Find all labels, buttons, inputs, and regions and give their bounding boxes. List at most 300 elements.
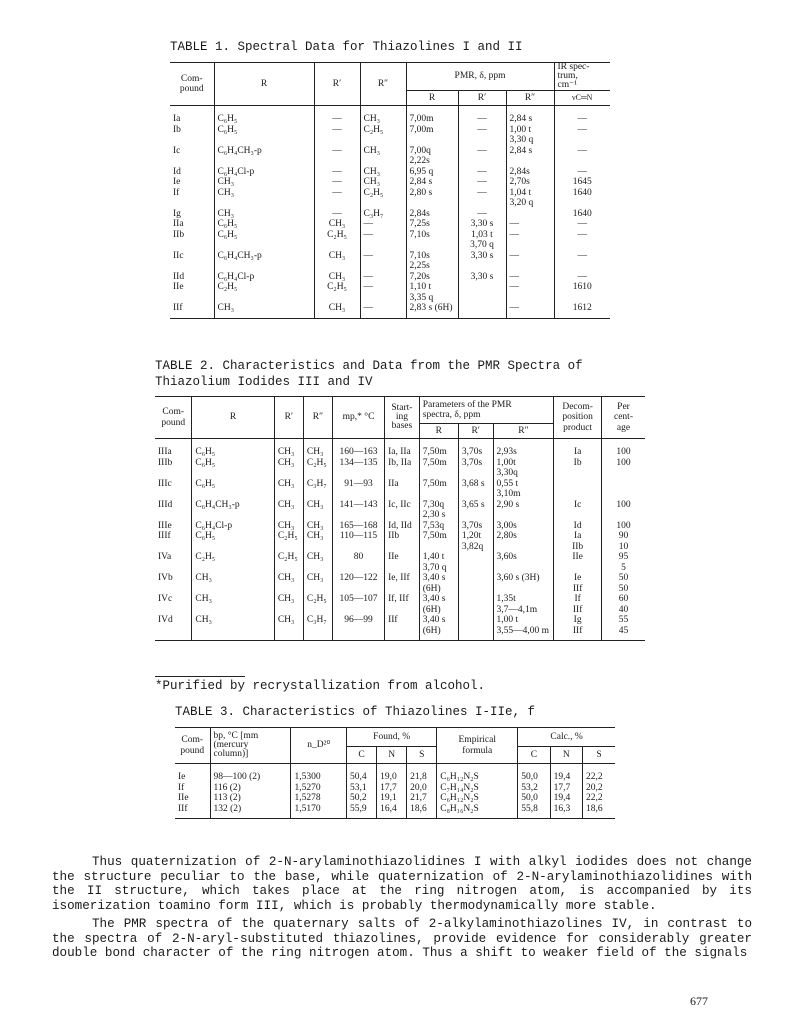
table1-subheader-r1: R′ bbox=[458, 91, 506, 106]
table-cell: IVd bbox=[155, 615, 192, 641]
table-cell: If bbox=[170, 188, 214, 209]
table2-footnote-text: *Purified by recrystallization from alcohol. bbox=[155, 679, 486, 693]
table-row bbox=[155, 458, 645, 479]
table-cell: 2,84s bbox=[406, 209, 458, 220]
table-cell: CH₃ bbox=[360, 167, 406, 178]
table-cell: 91—93 bbox=[333, 479, 385, 500]
table-cell: CH₃ bbox=[274, 500, 303, 521]
table-cell: IIIe bbox=[155, 521, 192, 532]
table-row bbox=[155, 594, 645, 615]
table-row bbox=[170, 272, 610, 283]
table-cell: 53,2 bbox=[518, 783, 550, 794]
table-cell: CH₃ bbox=[314, 251, 360, 272]
table-cell: Ic bbox=[554, 500, 602, 521]
body-paragraph-2: The PMR spectra of the quaternary salts of 2-alkylaminothiazolines IV, in contrast to the spectra of 2-N-aryl-substituted thiazolines, provide evidence for considerably greater double bond character of the ring nitrogen atom. Thus a shift to weaker field of the signals bbox=[52, 917, 752, 960]
table-cell: 50,0 bbox=[518, 764, 550, 783]
table-cell: CH₃ bbox=[303, 552, 332, 573]
table-cell: 2,80 s bbox=[406, 188, 458, 209]
table-row bbox=[155, 500, 645, 521]
table-cell: 3,70s bbox=[458, 458, 493, 479]
table-cell: CH₃ bbox=[214, 177, 314, 188]
table-row bbox=[170, 188, 610, 209]
table-cell: IId bbox=[170, 272, 214, 283]
table-cell: C₂H₅ bbox=[214, 282, 314, 303]
table1-subheader-ir: νC═N bbox=[554, 91, 610, 106]
table-cell: IIf bbox=[175, 804, 210, 819]
table-cell: IIIf bbox=[155, 531, 192, 552]
table2-header-r2: R″ bbox=[303, 397, 332, 439]
table-cell: 7,10s bbox=[406, 230, 458, 251]
table-cell: 60 40 bbox=[618, 594, 629, 615]
table-cell: 7,50m bbox=[419, 531, 458, 552]
table-row bbox=[170, 125, 610, 146]
table-cell: IIe bbox=[554, 552, 602, 573]
table-cell: 96—99 bbox=[333, 615, 385, 641]
table-cell: 160—163 bbox=[333, 439, 385, 458]
table-cell: 50 50 bbox=[618, 573, 629, 594]
table-cell: CH₃ bbox=[303, 439, 332, 458]
table-cell: IIIb bbox=[155, 458, 192, 479]
table-cell: 1,10 t 3,35 q bbox=[406, 282, 458, 303]
table-cell: 7,50m bbox=[419, 439, 458, 458]
table2-header-starting: Start- ing bases bbox=[385, 397, 420, 439]
table1-header-r1: R′ bbox=[314, 63, 360, 106]
table-cell: — bbox=[577, 250, 587, 261]
table-cell: CH₃ bbox=[360, 106, 406, 125]
table-cell: 7,20s bbox=[406, 272, 458, 283]
table-cell: 3,68 s bbox=[458, 479, 493, 500]
table-cell: 120—122 bbox=[333, 573, 385, 594]
table-cell: 7,00m bbox=[406, 125, 458, 146]
table-cell: CH₃ bbox=[303, 531, 332, 552]
table-cell: C₆H₄Cl-p bbox=[192, 521, 274, 532]
table-cell: 100 bbox=[616, 520, 631, 531]
table1-header-r2: R″ bbox=[360, 63, 406, 106]
table-cell: IIe bbox=[175, 793, 210, 804]
table-row bbox=[170, 219, 610, 230]
table-cell bbox=[458, 594, 493, 615]
table-cell: C₆H₅ bbox=[214, 219, 314, 230]
table-cell: 132 (2) bbox=[210, 804, 291, 819]
table-cell: — bbox=[360, 272, 406, 283]
table-row bbox=[155, 615, 645, 641]
table-cell: 18,6 bbox=[407, 804, 437, 819]
table-cell: — bbox=[314, 188, 360, 209]
table1 bbox=[170, 62, 610, 319]
table-cell: — bbox=[577, 229, 587, 240]
table-cell: 100 bbox=[616, 457, 631, 468]
table-cell: Ig bbox=[170, 209, 214, 220]
table-cell: 2,83 s (6H) bbox=[406, 303, 458, 318]
table-cell: — bbox=[458, 125, 506, 146]
table-cell: — bbox=[577, 145, 587, 156]
table-cell: C₆H₅ bbox=[192, 458, 274, 479]
table1-subheader-r: R bbox=[406, 91, 458, 106]
table-cell: C₇H₁₄N₂S bbox=[437, 783, 518, 794]
table-row bbox=[170, 282, 610, 303]
table-cell: 3,30 s bbox=[458, 251, 506, 272]
table-cell: 16,4 bbox=[377, 804, 407, 819]
table-cell: — bbox=[360, 282, 406, 303]
table-cell bbox=[458, 615, 493, 641]
table-cell: — bbox=[577, 271, 587, 282]
table-cell: 116 (2) bbox=[210, 783, 291, 794]
table-cell: — bbox=[577, 124, 587, 135]
table3-found-n: N bbox=[377, 747, 407, 764]
table3-header-compound: Com- pound bbox=[175, 728, 210, 764]
table-cell: 3,30 s bbox=[458, 272, 506, 283]
table-cell bbox=[458, 552, 493, 573]
table-cell: C₂H₅ bbox=[360, 125, 406, 146]
table-cell: C₂H₅ bbox=[303, 594, 332, 615]
table-cell: 19,1 bbox=[377, 793, 407, 804]
table-cell: IVb bbox=[155, 573, 192, 594]
table-cell: Ic bbox=[170, 146, 214, 167]
table-row bbox=[155, 439, 645, 458]
table-cell: 1610 bbox=[572, 282, 592, 292]
table-cell: 3,40 s (6H) bbox=[419, 573, 458, 594]
table-cell bbox=[506, 209, 554, 220]
table-cell: 55 45 bbox=[602, 615, 646, 641]
table-cell: 7,50m bbox=[419, 458, 458, 479]
table-cell: 1,5300 bbox=[291, 764, 347, 783]
table-cell: CH₃ bbox=[274, 458, 303, 479]
table-cell: — bbox=[506, 282, 554, 303]
table-cell: — bbox=[314, 125, 360, 146]
table-cell: 18,6 bbox=[583, 804, 615, 819]
table-cell: CH₃ bbox=[274, 521, 303, 532]
table-row bbox=[155, 552, 645, 573]
table-cell: CH₃ bbox=[214, 209, 314, 220]
table-row bbox=[175, 793, 615, 804]
table-cell: — bbox=[506, 219, 554, 230]
table3-caption: TABLE 3. Characteristics of Thiazolines I-IIe, f bbox=[175, 705, 536, 719]
table2-header-decomp: Decom- position product bbox=[554, 397, 602, 439]
table-cell: — bbox=[360, 219, 406, 230]
table-cell: 50,0 bbox=[518, 793, 550, 804]
table-cell: CH₃ bbox=[274, 479, 303, 500]
table3-found-c: C bbox=[347, 747, 377, 764]
table-cell: 2,90 s bbox=[493, 500, 554, 521]
table-cell: 90 10 bbox=[618, 531, 629, 552]
table-cell: 20,0 bbox=[407, 783, 437, 794]
table-cell: Ia bbox=[554, 439, 602, 458]
table-cell: 113 (2) bbox=[210, 793, 291, 804]
table-cell: 7,10s 2,25s bbox=[406, 251, 458, 272]
table-cell: — bbox=[360, 230, 406, 251]
table-cell: — bbox=[314, 106, 360, 125]
table-cell bbox=[458, 573, 493, 594]
table-cell: CH₃ bbox=[314, 219, 360, 230]
table-cell: 80 bbox=[333, 552, 385, 573]
table-cell: 22,2 bbox=[586, 772, 603, 782]
table-cell: C₂H₅ bbox=[314, 230, 360, 251]
table-cell: CH₃ bbox=[192, 594, 274, 615]
table-cell: Ib bbox=[170, 125, 214, 146]
table-cell: 19,0 bbox=[377, 764, 407, 783]
table-cell: — bbox=[458, 177, 506, 188]
table-cell: — bbox=[360, 251, 406, 272]
table-cell: C₆H₁₂N₂S bbox=[437, 793, 518, 804]
table-cell: C₆H₅ bbox=[214, 125, 314, 146]
table-cell: Ia IIb bbox=[554, 531, 602, 552]
table1-header-pmr: PMR, δ, ppm bbox=[406, 63, 554, 91]
table1-header-compound: Com- pound bbox=[170, 63, 214, 106]
table-cell: 1,00t 3,30q bbox=[493, 458, 554, 479]
table-cell: 2,84 s bbox=[506, 106, 554, 125]
table3-calc-c: C bbox=[518, 747, 550, 764]
body-text bbox=[52, 855, 752, 965]
table-cell: CH₃ bbox=[303, 500, 332, 521]
table-row bbox=[175, 764, 615, 783]
table-row bbox=[155, 479, 645, 500]
table3-calc-n: N bbox=[550, 747, 582, 764]
table-cell: 2,84 s bbox=[406, 177, 458, 188]
table-cell: — bbox=[458, 209, 506, 220]
table3 bbox=[175, 727, 615, 819]
table-cell: 3,60 s (3H) bbox=[493, 573, 554, 594]
table-cell: C₃H₇ bbox=[303, 615, 332, 641]
table-cell: 3,30 s bbox=[458, 219, 506, 230]
table-cell: — bbox=[314, 177, 360, 188]
table-cell: IIf bbox=[385, 615, 420, 641]
table-row bbox=[155, 531, 645, 552]
table-cell: C₆H₄CH₃-p bbox=[214, 251, 314, 272]
table-cell: Ib, IIa bbox=[385, 458, 420, 479]
table-cell: 50,2 bbox=[347, 793, 377, 804]
table-cell: 3,65 s bbox=[458, 500, 493, 521]
table-row bbox=[170, 106, 610, 125]
table-cell: 98—100 (2) bbox=[210, 764, 291, 783]
table-cell: 1,00 t 3,55—4,00 m bbox=[493, 615, 554, 641]
table-cell: 3,70s bbox=[458, 439, 493, 458]
table-cell: If IIf bbox=[554, 594, 602, 615]
table-cell bbox=[554, 479, 602, 500]
table-cell: CH₃ bbox=[360, 177, 406, 188]
table-cell: 2,84s bbox=[506, 167, 554, 178]
table-cell: C₆H₅ bbox=[192, 479, 274, 500]
table-cell: 2,70s bbox=[506, 177, 554, 188]
table-cell: 19,4 bbox=[550, 793, 582, 804]
table-cell: 1,00 t 3,30 q bbox=[506, 125, 554, 146]
table-row bbox=[170, 146, 610, 167]
table2-subheader-r2: R″ bbox=[493, 424, 554, 439]
table-cell: — bbox=[577, 114, 587, 124]
table-cell: IVc bbox=[155, 594, 192, 615]
table-cell: — bbox=[506, 303, 554, 318]
table-cell: 7,00q 2,22s bbox=[406, 146, 458, 167]
table1-header-r: R bbox=[214, 63, 314, 106]
table-cell: 3,00s bbox=[493, 521, 554, 532]
table-cell: 1,04 t 3,20 q bbox=[506, 188, 554, 209]
table-cell: 100 bbox=[616, 447, 631, 457]
table-cell: 3,40 s (6H) bbox=[419, 615, 458, 641]
table-cell: CH₃ bbox=[274, 439, 303, 458]
table-cell bbox=[602, 479, 646, 500]
table-cell: Ic, IIc bbox=[385, 500, 420, 521]
table-cell: 7,25s bbox=[406, 219, 458, 230]
table-cell: — bbox=[458, 188, 506, 209]
table-cell: CH₃ bbox=[274, 573, 303, 594]
table-cell: — bbox=[458, 146, 506, 167]
table-cell bbox=[458, 282, 506, 303]
table-cell: CH₃ bbox=[303, 573, 332, 594]
table-cell: 3,60s bbox=[493, 552, 554, 573]
table-row bbox=[170, 209, 610, 220]
table2-caption: TABLE 2. Characteristics and Data from the PMR Spectra of Thiazolium Iodides III and IV bbox=[155, 359, 583, 389]
table-cell: C₃H₇ bbox=[303, 479, 332, 500]
table-cell: 3,70s bbox=[458, 521, 493, 532]
table-cell: 3,40 s (6H) bbox=[419, 594, 458, 615]
table-cell: 7,00m bbox=[406, 106, 458, 125]
table-cell: CH₃ bbox=[314, 272, 360, 283]
table2-header-compound: Com- pound bbox=[155, 397, 192, 439]
table-cell: 50,4 bbox=[347, 764, 377, 783]
table-cell: Ie, IIf bbox=[385, 573, 420, 594]
table-cell: 110—115 bbox=[333, 531, 385, 552]
table-cell: If, IIf bbox=[385, 594, 420, 615]
table-cell: 1,20t 3,82q bbox=[458, 531, 493, 552]
table-cell: — bbox=[458, 106, 506, 125]
table-cell: IIb bbox=[385, 531, 420, 552]
table-cell: C₆H₅ bbox=[192, 531, 274, 552]
table-cell: — bbox=[577, 219, 587, 229]
table-cell: 141—143 bbox=[333, 500, 385, 521]
table2-header-pmr: Parameters of the PMR spectra, δ, ppm bbox=[419, 397, 554, 424]
table-cell: IIa bbox=[385, 479, 420, 500]
table-cell: 1,5170 bbox=[291, 804, 347, 819]
table-cell: 17,7 bbox=[550, 783, 582, 794]
table-cell: C₃H₇ bbox=[360, 209, 406, 220]
table-cell: 7,30q 2,30 s bbox=[419, 500, 458, 521]
table-cell: 55,9 bbox=[347, 804, 377, 819]
table-cell: 21,8 bbox=[407, 764, 437, 783]
table-cell: C₂H₅ bbox=[274, 531, 303, 552]
table-cell: Id bbox=[554, 521, 602, 532]
table-cell: Ig IIf bbox=[554, 615, 602, 641]
table2-header-r1: R′ bbox=[274, 397, 303, 439]
table-cell: 19,4 bbox=[550, 764, 582, 783]
table2-subheader-r1: R′ bbox=[458, 424, 493, 439]
table-cell: 20,2 bbox=[586, 782, 603, 793]
table2-footnote bbox=[155, 676, 645, 693]
table1-header-ir: IR spec- trum, cm⁻¹ bbox=[554, 63, 610, 91]
table-row bbox=[170, 251, 610, 272]
table-cell: C₈H₁₆N₂S bbox=[437, 804, 518, 819]
table3-header-calc: Calc., % bbox=[518, 728, 615, 747]
table-cell: 1,03 t 3,70 q bbox=[458, 230, 506, 251]
table-cell: C₆H₁₂N₂S bbox=[437, 764, 518, 783]
table-cell: Id, IId bbox=[385, 521, 420, 532]
table-cell: CH₃ bbox=[274, 594, 303, 615]
table-row bbox=[170, 177, 610, 188]
table-cell: If bbox=[175, 783, 210, 794]
table-cell: C₆H₄Cl-p bbox=[214, 167, 314, 178]
table-cell: 2,84 s bbox=[506, 146, 554, 167]
table-cell: 100 bbox=[616, 499, 631, 510]
table-cell: C₂H₅ bbox=[360, 188, 406, 209]
table-cell: C₂H₅ bbox=[314, 282, 360, 303]
table-cell: 22,2 bbox=[586, 793, 603, 803]
table-cell: C₆H₅ bbox=[214, 230, 314, 251]
table-cell: — bbox=[458, 167, 506, 178]
table-cell: Ie IIf bbox=[554, 573, 602, 594]
table-cell: 1612 bbox=[554, 303, 610, 318]
table-cell: 1640 bbox=[572, 187, 592, 198]
table-cell: C₂H₅ bbox=[192, 552, 274, 573]
table-cell: — bbox=[577, 166, 587, 177]
table-cell: Ie bbox=[175, 764, 210, 783]
table-cell: 6,95 q bbox=[406, 167, 458, 178]
table-row bbox=[170, 230, 610, 251]
table-cell: 105—107 bbox=[333, 594, 385, 615]
table-cell: Ia, IIa bbox=[385, 439, 420, 458]
table-cell bbox=[458, 303, 506, 318]
page-number: 677 bbox=[690, 994, 708, 1008]
table-row bbox=[155, 521, 645, 532]
table-row bbox=[175, 804, 615, 819]
table-cell: C₆H₄CH₃-p bbox=[192, 500, 274, 521]
table-cell: IIId bbox=[155, 500, 192, 521]
table-cell: IIa bbox=[170, 219, 214, 230]
table-cell: C₆H₄Cl-p bbox=[214, 272, 314, 283]
table-cell: IIe bbox=[170, 282, 214, 303]
table-cell: C₆H₅ bbox=[214, 106, 314, 125]
table-cell: 17,7 bbox=[377, 783, 407, 794]
table-cell: — bbox=[314, 167, 360, 178]
table-cell: 7,50m bbox=[419, 479, 458, 500]
table-cell: CH₃ bbox=[192, 615, 274, 641]
table3-found-s: S bbox=[407, 747, 437, 764]
table-cell: 0,55 t 3,10m bbox=[493, 479, 554, 500]
table2-subheader-r: R bbox=[419, 424, 458, 439]
table1-caption: TABLE 1. Spectral Data for Thiazolines I and II bbox=[170, 40, 523, 54]
table-cell: CH₃ bbox=[192, 573, 274, 594]
table-row bbox=[170, 167, 610, 178]
table-cell: CH₃ bbox=[314, 303, 360, 318]
table-cell: C₂H₅ bbox=[303, 458, 332, 479]
table2 bbox=[155, 396, 645, 641]
table-cell: 55,8 bbox=[518, 804, 550, 819]
table2-header-percent: Per cent- age bbox=[602, 397, 646, 439]
table3-calc-s: S bbox=[583, 747, 615, 764]
table-cell: C₆H₄CH₃-p bbox=[214, 146, 314, 167]
table1-subheader-r2: R″ bbox=[506, 91, 554, 106]
table-cell: 1,5270 bbox=[291, 783, 347, 794]
table3-header-found: Found, % bbox=[347, 728, 437, 747]
table-cell: CH₃ bbox=[303, 521, 332, 532]
table-cell: IIIa bbox=[155, 439, 192, 458]
table-cell: C₂H₅ bbox=[274, 552, 303, 573]
table-cell: IIb bbox=[170, 230, 214, 251]
table-cell: CH₃ bbox=[214, 303, 314, 318]
table-cell: CH₃ bbox=[274, 615, 303, 641]
table-cell: IIc bbox=[170, 251, 214, 272]
table-cell: Id bbox=[170, 167, 214, 178]
table-cell: 1640 bbox=[572, 208, 592, 219]
table-cell: — bbox=[506, 272, 554, 283]
table-cell: 16,3 bbox=[550, 804, 582, 819]
table-cell: IIf bbox=[170, 303, 214, 318]
table3-header-nd: n_D²⁰ bbox=[291, 728, 347, 764]
table-cell: IIe bbox=[385, 552, 420, 573]
table-cell: Ie bbox=[170, 177, 214, 188]
table3-header-bp: bp, °C [mm (mercury column)] bbox=[210, 728, 291, 764]
table-cell: 53,1 bbox=[347, 783, 377, 794]
table-cell: Ib bbox=[554, 458, 602, 479]
table-cell: CH₃ bbox=[360, 146, 406, 167]
table-cell: — bbox=[506, 230, 554, 251]
